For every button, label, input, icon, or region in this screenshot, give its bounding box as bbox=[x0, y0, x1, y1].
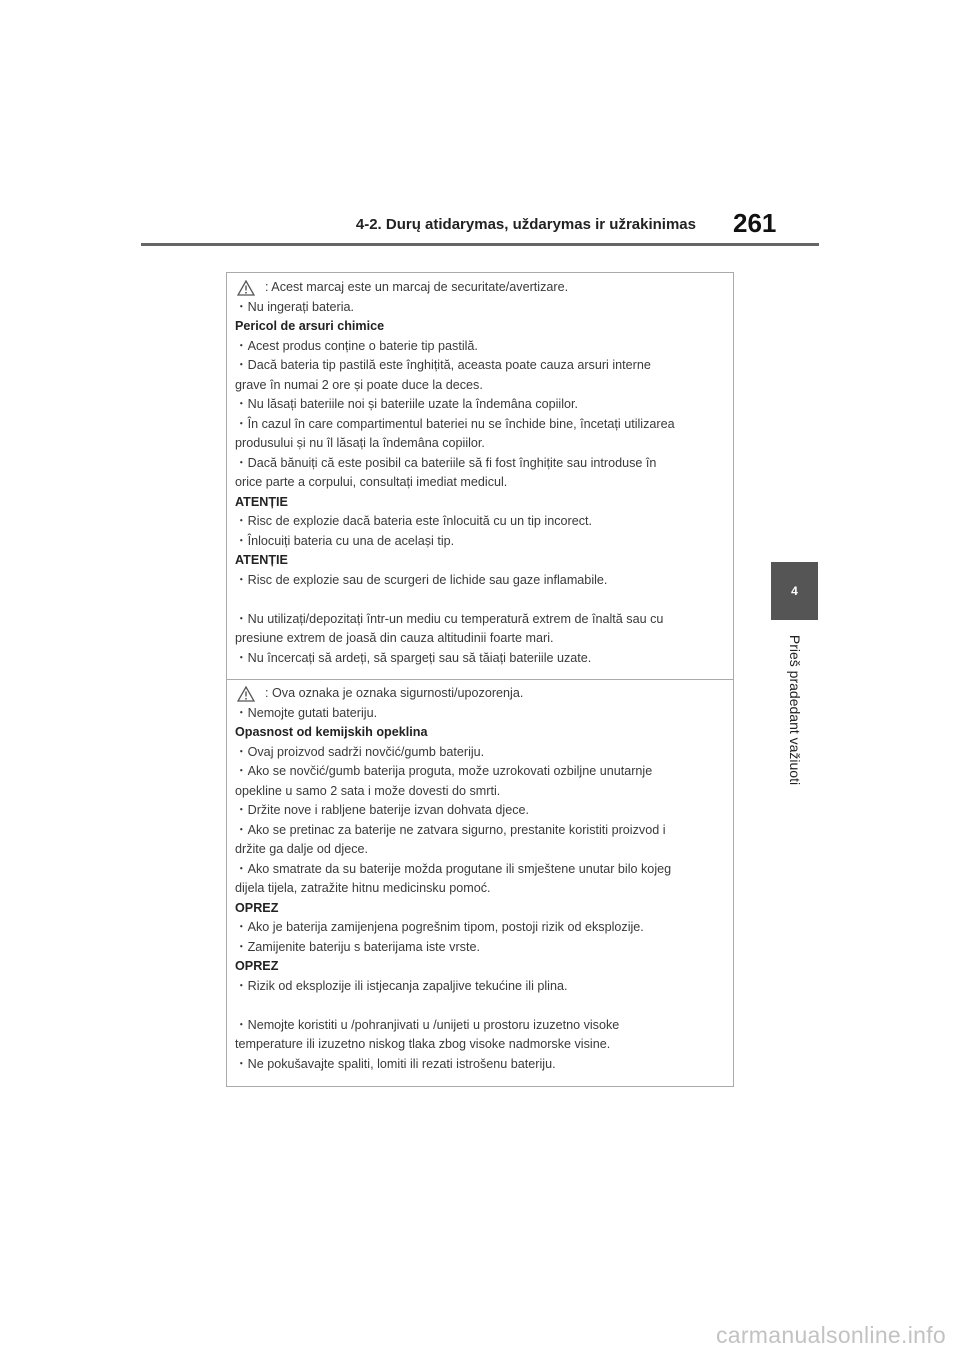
chapter-side-label: Prieš pradedant važiuoti bbox=[787, 634, 803, 786]
notice-subheading: ATENȚIE bbox=[235, 553, 288, 567]
notice-heading bbox=[235, 278, 729, 298]
notice-heading bbox=[235, 684, 729, 704]
notice-subheading: ATENȚIE bbox=[235, 494, 288, 509]
site-watermark: carmanualsonline.info bbox=[715, 1322, 946, 1348]
notice-line: ・Dacă bateria tip pastilă este înghițită, aceasta poate cauza arsuri interne bbox=[235, 358, 651, 372]
notice-line: ・Nu lăsați bateriile noi și bateriile uzate la îndemâna copiilor. bbox=[235, 397, 579, 411]
notice-line: ・Ne pokušavajte spaliti, lomiti ili rezati istrošenu bateriju. bbox=[235, 1056, 556, 1071]
chapter-tab bbox=[771, 562, 818, 620]
notice-line: ・Nu încercați să ardeți, să spargeți sau să tăiați bateriile uzate. bbox=[235, 650, 592, 665]
notice-line: grave în numai 2 ore și poate duce la deces. bbox=[235, 377, 483, 392]
notice-line: presiune extrem de joasă din cauza altitudinii foarte mari. bbox=[235, 631, 554, 645]
warning-triangle-icon bbox=[237, 686, 255, 702]
notice-line: ・În cazul în care compartimentul bateriei nu se închide bine, încetați utilizarea bbox=[235, 416, 675, 431]
battery-warning-notice bbox=[226, 272, 734, 1087]
notice-line: ・Rizik od eksplozije ili istjecanja zapaljive tekućine ili plina. bbox=[235, 978, 568, 993]
notice-line: orice parte a corpului, consultați imediat medicul. bbox=[235, 475, 508, 489]
notice-line: ・Risc de explozie dacă bateria este înlocuită cu un tip incorect. bbox=[235, 514, 593, 528]
notice-line: ・Ako se pretinac za baterije ne zatvara sigurno, prestanite koristiti proizvod i bbox=[235, 822, 666, 837]
notice-line: ・Držite nove i rabljene baterije izvan dohvata djece. bbox=[235, 803, 530, 817]
notice-line: temperature ili izuzetno niskog tlaka zbog visoke nadmorske visine. bbox=[235, 1037, 611, 1051]
notice-line: ・Nu utilizați/depozitați într-un mediu cu temperatură extrem de înaltă sau cu bbox=[235, 611, 664, 626]
notice-line: ・Nu ingerați bateria. bbox=[235, 299, 355, 314]
notice-line: ・Ako je baterija zamijenjena pogrešnim tipom, postoji rizik od eksplozije. bbox=[235, 920, 644, 934]
header-divider bbox=[141, 243, 819, 246]
chapter-section-title: 4-2. Durų atidarymas, uždarymas ir užrakinimas bbox=[355, 216, 696, 233]
chapter-number: 4 bbox=[791, 584, 798, 598]
notice-subheading: OPREZ bbox=[235, 959, 279, 973]
notice-section-croatian bbox=[227, 679, 733, 1086]
notice-subheading: OPREZ bbox=[235, 900, 279, 915]
notice-line: ・Risc de explozie sau de scurgeri de lichide sau gaze inflamabile. bbox=[235, 572, 608, 587]
notice-spacer bbox=[235, 996, 729, 1016]
notice-line: ・Nemojte koristiti u /pohranjivati u /unijeti u prostoru izuzetno visoke bbox=[235, 1017, 620, 1032]
page-number: 261 bbox=[733, 208, 777, 238]
notice-heading-text: : Ova oznaka je oznaka sigurnosti/upozorenja. bbox=[265, 686, 524, 700]
notice-line: ・Zamijenite bateriju s baterijama iste vrste. bbox=[235, 939, 480, 954]
notice-subheading: Opasnost od kemijskih opeklina bbox=[235, 725, 428, 739]
notice-section-romanian bbox=[227, 273, 733, 680]
notice-line: ・Înlocuiți bateria cu una de același tip. bbox=[235, 533, 455, 548]
notice-line: ・Ovaj proizvod sadrži novčić/gumb bateriju. bbox=[235, 744, 485, 759]
warning-triangle-icon bbox=[237, 280, 255, 296]
notice-line: dijela tijela, zatražite hitnu medicinsku pomoć. bbox=[235, 881, 491, 895]
notice-line: opekline u samo 2 sata i može dovesti do smrti. bbox=[235, 783, 501, 798]
notice-line: ・Ako se novčić/gumb baterija proguta, može uzrokovati ozbiljne unutarnje bbox=[235, 764, 653, 778]
notice-spacer bbox=[235, 590, 729, 610]
notice-line: držite ga dalje od djece. bbox=[235, 842, 369, 856]
notice-heading-text: : Acest marcaj este un marcaj de securitate/avertizare. bbox=[265, 280, 569, 294]
notice-subheading: Pericol de arsuri chimice bbox=[235, 319, 385, 333]
notice-line: ・Ako smatrate da su baterije možda progutane ili smještene unutar bilo kojeg bbox=[235, 861, 672, 876]
notice-line: ・Acest produs conține o baterie tip pastilă. bbox=[235, 338, 478, 353]
notice-line: ・Nemojte gutati bateriju. bbox=[235, 705, 378, 720]
notice-line: produsului și nu îl lăsați la îndemâna copiilor. bbox=[235, 436, 485, 450]
notice-line: ・Dacă bănuiți că este posibil ca bateriile să fi fost înghițite sau introduse în bbox=[235, 455, 657, 470]
